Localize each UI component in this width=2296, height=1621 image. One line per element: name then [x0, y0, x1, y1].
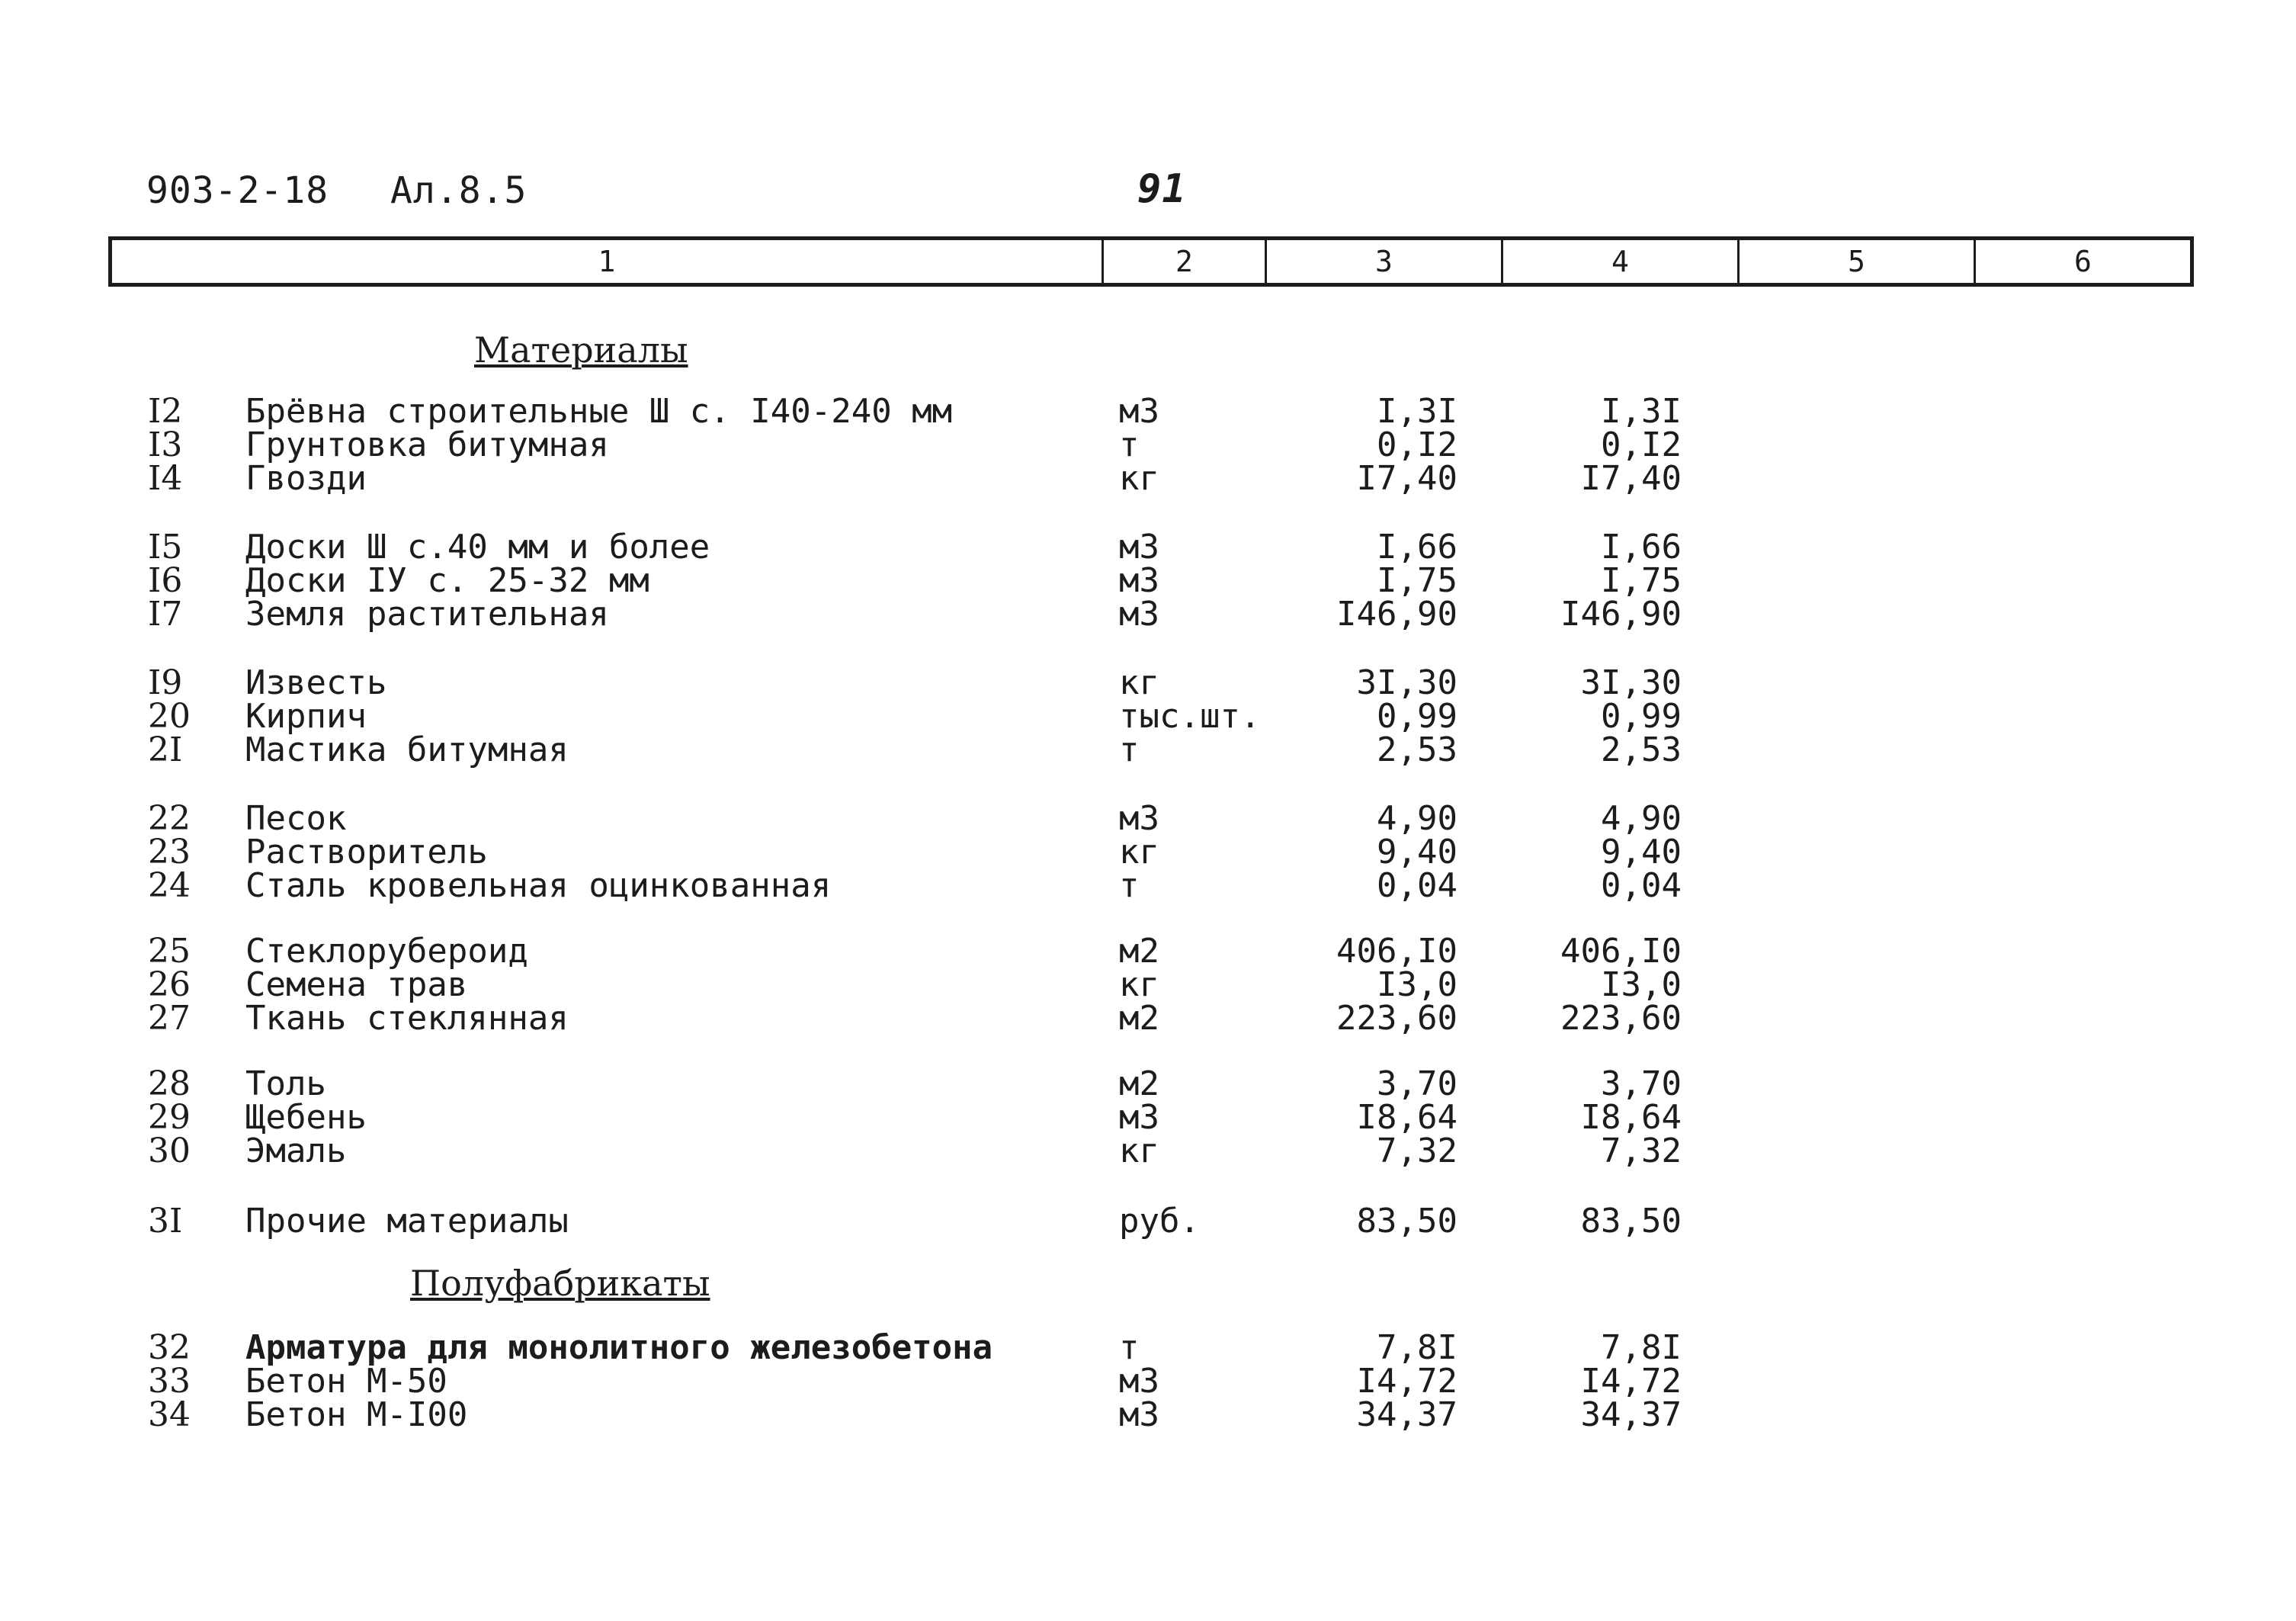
item-quantity-col4: 0,99 [1601, 697, 1682, 736]
item-unit: м3 [1119, 392, 1159, 431]
item-unit: руб. [1119, 1202, 1200, 1241]
table-row [0, 1202, 2296, 1241]
table-row [0, 528, 2296, 567]
item-quantity-col4: 4,90 [1601, 799, 1682, 838]
item-number: 3I [148, 1202, 183, 1241]
table-row [0, 965, 2296, 1004]
item-quantity-col4: I4,72 [1580, 1362, 1682, 1401]
item-unit: м2 [1119, 1064, 1159, 1103]
column-header-6: 6 [1974, 240, 2190, 283]
item-quantity-col4: 0,04 [1601, 866, 1682, 905]
item-unit: кг [1119, 833, 1159, 871]
item-name: Земля растительная [245, 595, 609, 634]
item-unit: м3 [1119, 799, 1159, 838]
item-quantity-col4: 3I,30 [1580, 663, 1682, 702]
item-unit: кг [1119, 459, 1159, 498]
column-header-bar [108, 236, 2194, 287]
table-row [0, 1362, 2296, 1401]
item-number: I3 [148, 425, 183, 464]
item-quantity-col4: 7,8I [1601, 1328, 1682, 1367]
table-row [0, 595, 2296, 634]
item-quantity-col3: I,66 [1377, 528, 1457, 567]
item-quantity-col4: 406,I0 [1560, 932, 1682, 971]
item-quantity-col3: 7,32 [1377, 1131, 1457, 1170]
item-quantity-col4: I,66 [1601, 528, 1682, 567]
item-number: 29 [148, 1098, 191, 1137]
item-unit: т [1119, 730, 1140, 769]
item-quantity-col3: I46,90 [1336, 595, 1457, 634]
table-row [0, 425, 2296, 464]
item-name: Кирпич [245, 697, 367, 736]
item-quantity-col4: I3,0 [1601, 965, 1682, 1004]
item-quantity-col4: 223,60 [1560, 999, 1682, 1038]
table-row [0, 1328, 2296, 1367]
item-unit: т [1119, 425, 1140, 464]
item-name: Грунтовка битумная [245, 425, 609, 464]
item-number: I2 [148, 392, 183, 431]
item-unit: кг [1119, 663, 1159, 702]
item-unit: т [1119, 866, 1140, 905]
table-row [0, 730, 2296, 769]
item-unit: м3 [1119, 1362, 1159, 1401]
item-quantity-col4: 7,32 [1601, 1131, 1682, 1170]
item-number: 2I [148, 730, 183, 769]
item-name: Стеклорубероид [245, 932, 528, 971]
item-quantity-col3: 0,04 [1377, 866, 1457, 905]
item-number: 27 [148, 999, 191, 1038]
item-unit: м2 [1119, 999, 1159, 1038]
item-number: 24 [148, 866, 191, 905]
item-name: Прочие материалы [245, 1202, 569, 1241]
item-quantity-col4: I46,90 [1560, 595, 1682, 634]
column-header-4: 4 [1501, 240, 1737, 283]
item-unit: кг [1119, 1131, 1159, 1170]
item-quantity-col3: 3I,30 [1356, 663, 1457, 702]
table-row [0, 1395, 2296, 1434]
item-quantity-col3: 0,I2 [1377, 425, 1457, 464]
table-row [0, 1064, 2296, 1103]
item-number: 33 [148, 1362, 191, 1401]
item-number: 30 [148, 1131, 191, 1170]
item-quantity-col3: 9,40 [1377, 833, 1457, 871]
column-header-2: 2 [1102, 240, 1265, 283]
section-title-materials: Материалы [474, 329, 688, 371]
item-quantity-col3: 4,90 [1377, 799, 1457, 838]
item-name: Известь [245, 663, 387, 702]
item-number: I9 [148, 663, 183, 702]
item-name: Мастика битумная [245, 730, 569, 769]
section-title-semifinished: Полуфабрикаты [410, 1263, 710, 1304]
table-row [0, 459, 2296, 498]
item-unit: кг [1119, 965, 1159, 1004]
item-number: 34 [148, 1395, 191, 1434]
item-number: 28 [148, 1064, 191, 1103]
item-number: 20 [148, 697, 191, 736]
table-row [0, 932, 2296, 971]
item-quantity-col4: I,3I [1601, 392, 1682, 431]
table-row [0, 392, 2296, 431]
item-quantity-col4: 3,70 [1601, 1064, 1682, 1103]
document-code: 903-2-18 [146, 169, 329, 212]
item-number: 23 [148, 833, 191, 871]
column-header-5: 5 [1737, 240, 1974, 283]
item-quantity-col3: I3,0 [1377, 965, 1457, 1004]
item-number: I6 [148, 561, 183, 600]
table-row [0, 799, 2296, 838]
item-unit: м3 [1119, 1395, 1159, 1434]
item-quantity-col3: 3,70 [1377, 1064, 1457, 1103]
item-quantity-col4: 0,I2 [1601, 425, 1682, 464]
item-quantity-col3: 0,99 [1377, 697, 1457, 736]
item-quantity-col4: 9,40 [1601, 833, 1682, 871]
item-quantity-col4: I8,64 [1580, 1098, 1682, 1137]
item-unit: м3 [1119, 528, 1159, 567]
item-name: Доски IУ с. 25-32 мм [245, 561, 649, 600]
item-quantity-col3: 223,60 [1336, 999, 1457, 1038]
item-quantity-col4: 83,50 [1580, 1202, 1682, 1241]
item-unit: тыс.шт. [1119, 697, 1261, 736]
table-row [0, 561, 2296, 600]
item-name: Толь [245, 1064, 326, 1103]
item-quantity-col3: 34,37 [1356, 1395, 1457, 1434]
item-name: Сталь кровельная оцинкованная [245, 866, 832, 905]
item-name: Растворитель [245, 833, 488, 871]
item-quantity-col4: 34,37 [1580, 1395, 1682, 1434]
item-name: Щебень [245, 1098, 367, 1137]
table-row [0, 833, 2296, 871]
item-quantity-col4: I7,40 [1580, 459, 1682, 498]
item-name: Семена трав [245, 965, 468, 1004]
item-name: Эмаль [245, 1131, 347, 1170]
table-row [0, 663, 2296, 702]
item-name: Песок [245, 799, 347, 838]
album-number: Ал.8.5 [390, 169, 528, 212]
table-row [0, 1098, 2296, 1137]
item-quantity-col3: I8,64 [1356, 1098, 1457, 1137]
item-quantity-col3: I7,40 [1356, 459, 1457, 498]
item-unit: м3 [1119, 561, 1159, 600]
page-number: 91 [1137, 166, 1187, 212]
item-quantity-col4: I,75 [1601, 561, 1682, 600]
item-quantity-col3: 7,8I [1377, 1328, 1457, 1367]
column-header-3: 3 [1265, 240, 1501, 283]
item-quantity-col3: I4,72 [1356, 1362, 1457, 1401]
item-name: Брёвна строительные Ш с. I40-240 мм [245, 392, 953, 431]
item-unit: м2 [1119, 932, 1159, 971]
item-name: Бетон М-I00 [245, 1395, 468, 1434]
item-number: 25 [148, 932, 191, 971]
item-unit: м3 [1119, 595, 1159, 634]
item-quantity-col3: I,3I [1377, 392, 1457, 431]
item-quantity-col4: 2,53 [1601, 730, 1682, 769]
item-name: Гвозди [245, 459, 367, 498]
item-number: 32 [148, 1328, 191, 1367]
item-number: 26 [148, 965, 191, 1004]
item-number: I7 [148, 595, 183, 634]
table-row [0, 1131, 2296, 1170]
item-number: I5 [148, 528, 183, 567]
column-header-1: 1 [598, 245, 616, 278]
item-quantity-col3: 2,53 [1377, 730, 1457, 769]
item-unit: м3 [1119, 1098, 1159, 1137]
item-quantity-col3: I,75 [1377, 561, 1457, 600]
table-row [0, 697, 2296, 736]
item-number: I4 [148, 459, 183, 498]
item-name: Ткань стеклянная [245, 999, 569, 1038]
item-quantity-col3: 406,I0 [1336, 932, 1457, 971]
table-row [0, 999, 2296, 1038]
item-name: Арматура для монолитного железобетона [245, 1328, 993, 1367]
table-row [0, 866, 2296, 905]
item-name: Бетон М-50 [245, 1362, 447, 1401]
item-number: 22 [148, 799, 191, 838]
item-quantity-col3: 83,50 [1356, 1202, 1457, 1241]
item-unit: т [1119, 1328, 1140, 1367]
item-name: Доски Ш с.40 мм и более [245, 528, 710, 567]
